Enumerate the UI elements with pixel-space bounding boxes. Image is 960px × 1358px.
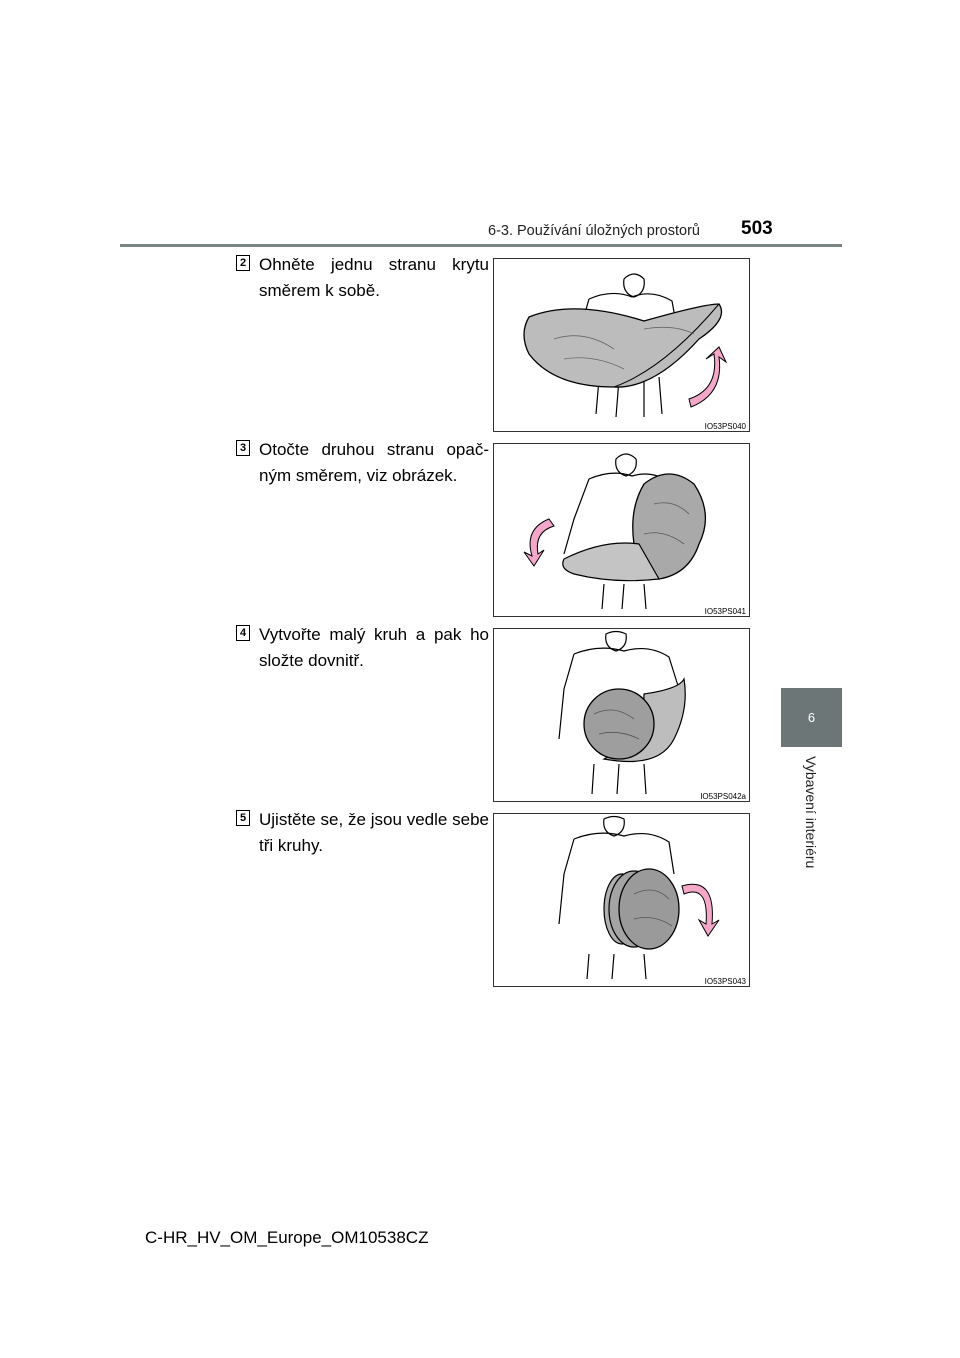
step-number-badge: 5 (236, 810, 250, 826)
figure-code: IO53PS042a (700, 792, 746, 801)
step-instruction: Vytvořte malý kruh a pak ho složte dovnitř. (259, 625, 489, 670)
step-illustration (493, 258, 750, 432)
three-circles-illustration (494, 814, 751, 988)
step-instruction: Ohněte jednu stranu krytu směrem k sobě. (259, 255, 489, 300)
chapter-number: 6 (807, 710, 816, 725)
step-instruction: Ujistěte se, že jsou vedle sebe tři kruhy. (259, 810, 489, 855)
cover-fold-illustration (494, 259, 751, 433)
step-illustration (493, 813, 750, 987)
cover-circle-illustration (494, 629, 751, 803)
chapter-tab (781, 688, 842, 747)
section-title: 6-3. Používání úložných prostorů (488, 223, 700, 239)
step-illustration (493, 628, 750, 802)
figure-code: IO53PS040 (704, 422, 746, 431)
step-illustration (493, 443, 750, 617)
header-divider (120, 244, 842, 247)
cover-twist-illustration (494, 444, 751, 618)
chapter-tab-label: Vybavení interiéru (803, 756, 819, 869)
step-instruction: Otočte druhou stranu opač-ným směrem, viz obrázek. (259, 440, 489, 485)
figure-code: IO53PS043 (704, 977, 746, 986)
step-number-badge: 2 (236, 255, 250, 271)
page-number: 503 (741, 218, 773, 239)
chapter-tab-label-container (781, 756, 842, 896)
document-id: C-HR_HV_OM_Europe_OM10538CZ (145, 1228, 429, 1247)
figure-code: IO53PS041 (704, 607, 746, 616)
step-number-badge: 3 (236, 440, 250, 456)
step-number-badge: 4 (236, 625, 250, 641)
